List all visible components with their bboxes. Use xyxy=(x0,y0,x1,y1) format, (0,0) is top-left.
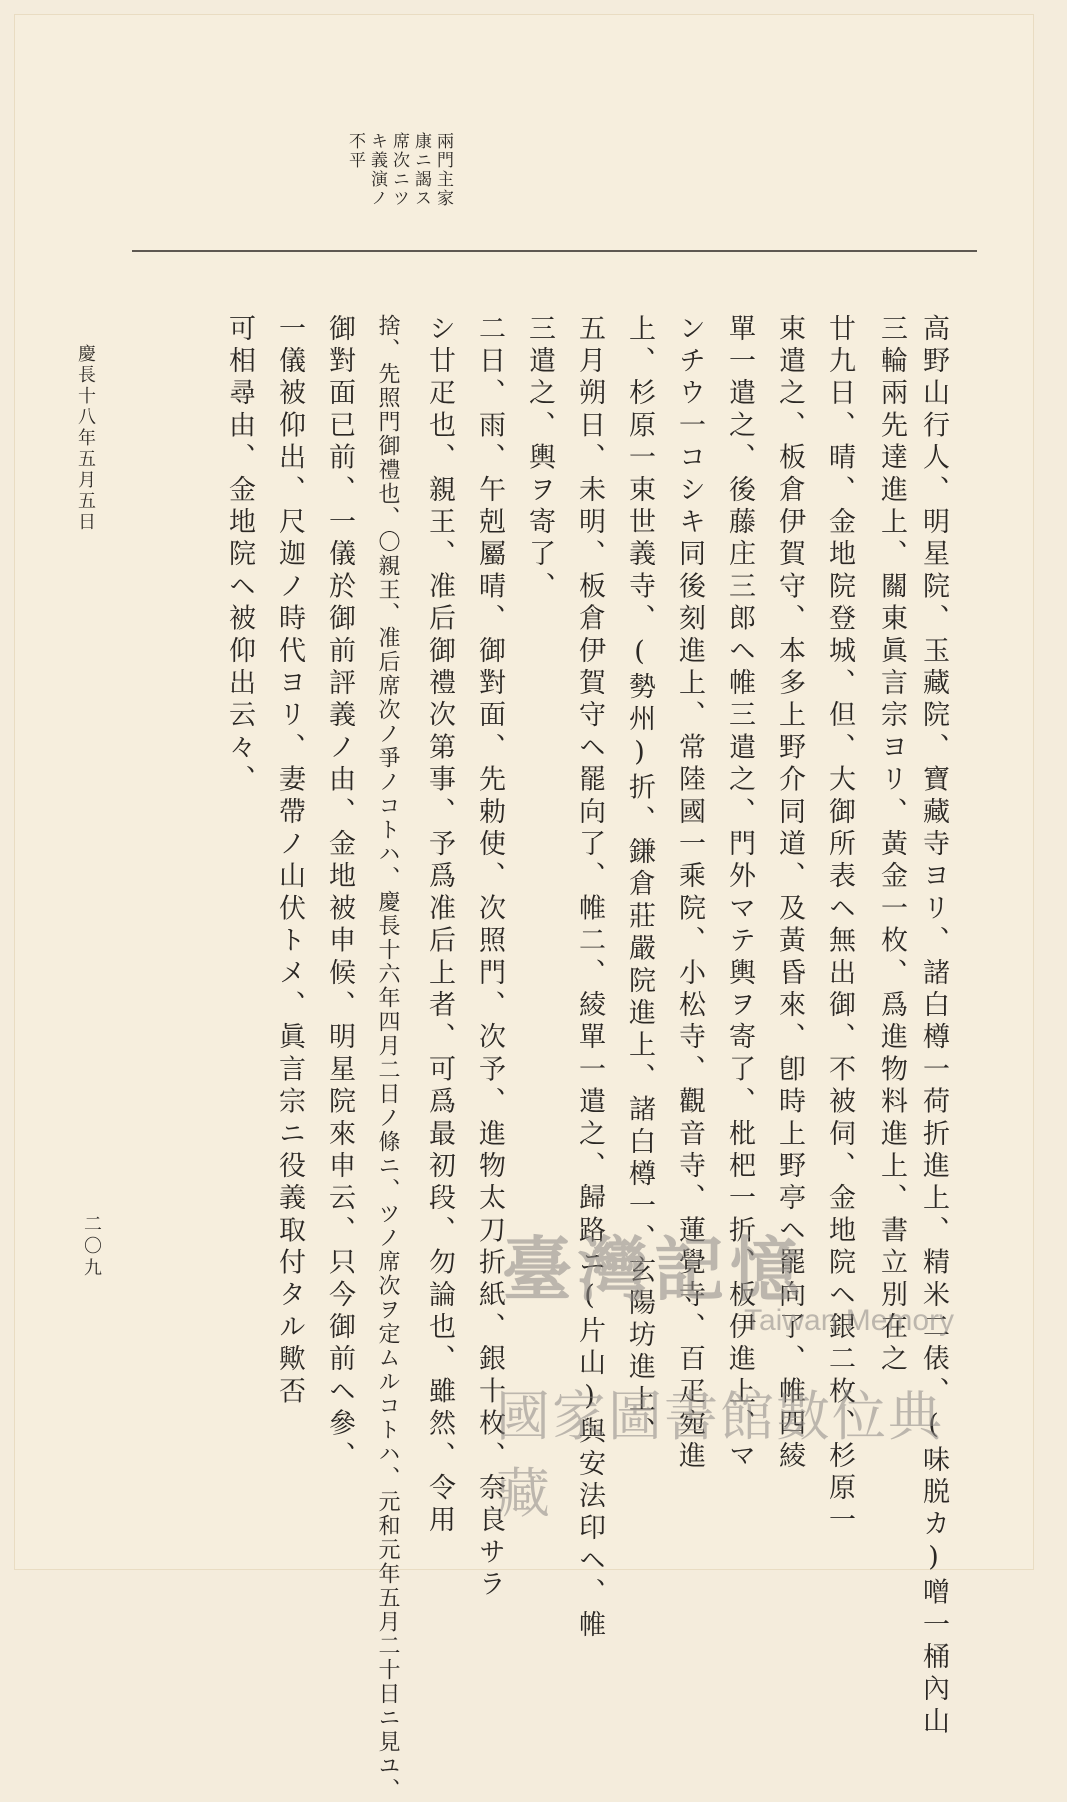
horizontal-rule xyxy=(132,250,977,252)
body-text-line: 二日、雨、午剋屬晴、御對面、先勅使、次照門、次予、進物太刀折紙、銀十枚、奈良サラ xyxy=(474,314,505,1602)
page-number: 二〇九 xyxy=(81,1214,102,1280)
margin-note-line: 康ニ謁ス xyxy=(411,132,431,208)
watermark-subtitle: Taiwan Memory xyxy=(744,1304,955,1337)
body-text-line: 單一遣之、後藤庄三郎ヘ帷三遣之、門外マテ輿ヲ寄了、枇杷一折、板伊進上、マ xyxy=(724,314,755,1474)
body-text-line: 束遣之、板倉伊賀守、本多上野介同道、及黃昏來、卽時上野亭ヘ罷向了、帷四綾 xyxy=(774,314,805,1474)
body-text-line: 可相尋由、金地院ヘ被仰出云々、 xyxy=(224,314,255,797)
margin-note-line: キ義演ノ xyxy=(367,132,387,208)
library-watermark xyxy=(496,1184,956,1525)
body-text-line: 上、杉原一束世義寺、(勢州)折、鎌倉莊嚴院進上、諸白樽一、玄陽坊進上、 xyxy=(624,314,655,1449)
margin-note-line: 席次ニツ xyxy=(389,132,409,208)
body-text-line: 三遣之、輿ヲ寄了、 xyxy=(524,314,555,604)
body-text-line: 五月朔日、未明、板倉伊賀守ヘ罷向了、帷二、綾單一遣之、歸路ニ(片山)與安法印ヘ、帷 xyxy=(574,314,605,1643)
body-text-line: ンチウ一コシキ同後刻進上、常陸國一乘院、小松寺、觀音寺、蓮覺寺、百疋宛進 xyxy=(674,314,705,1474)
watermark-library-name: 國家圖書館數位典藏 xyxy=(496,1385,944,1525)
margin-note-line: 兩門主家 xyxy=(433,132,453,208)
watermark-title: 臺灣記憶 xyxy=(502,1228,806,1311)
body-text-line: 御對面已前、一儀於御前評義ノ由、金地被申候、明星院來申云、只今御前ヘ參、 xyxy=(324,314,355,1474)
body-text-line: 高野山行人、明星院、玉藏院、寶藏寺ヨリ、諸白樽一荷折進上、精米二俵、(味脱カ)噌一桶內山 xyxy=(918,314,949,1739)
running-footer-date: 慶長十八年五月五日 xyxy=(75,344,96,533)
body-text-line: 一儀被仰出、尺迦ノ時代ヨリ、妻帶ノ山伏トメ、眞言宗ニ役義取付タル歟否 xyxy=(274,314,305,1409)
body-text-line: 三輪兩先達進上、關東眞言宗ヨリ、黃金一枚、爲進物料進上、書立別在之 xyxy=(876,314,907,1377)
body-text-line: 廿九日、晴、金地院登城、但、大御所表ヘ無出御、不被伺、金地院ヘ銀二枚、杉原一 xyxy=(824,314,855,1538)
body-text-line: 捨、先照門御禮也、〇親王、准后席次ノ爭ノコトハ、慶長十六年四月二日ノ條ニ、ツノ席次ヲ定ムルコトハ、元和元年五月二十日ニ見ユ、 xyxy=(375,314,400,1802)
body-text-line: シ廿疋也、親王、准后御禮次第事、予爲准后上者、可爲最初段、勿論也、雖然、令用 xyxy=(424,314,455,1538)
document-page xyxy=(14,14,1034,1802)
margin-note-line: 不平 xyxy=(345,132,365,170)
